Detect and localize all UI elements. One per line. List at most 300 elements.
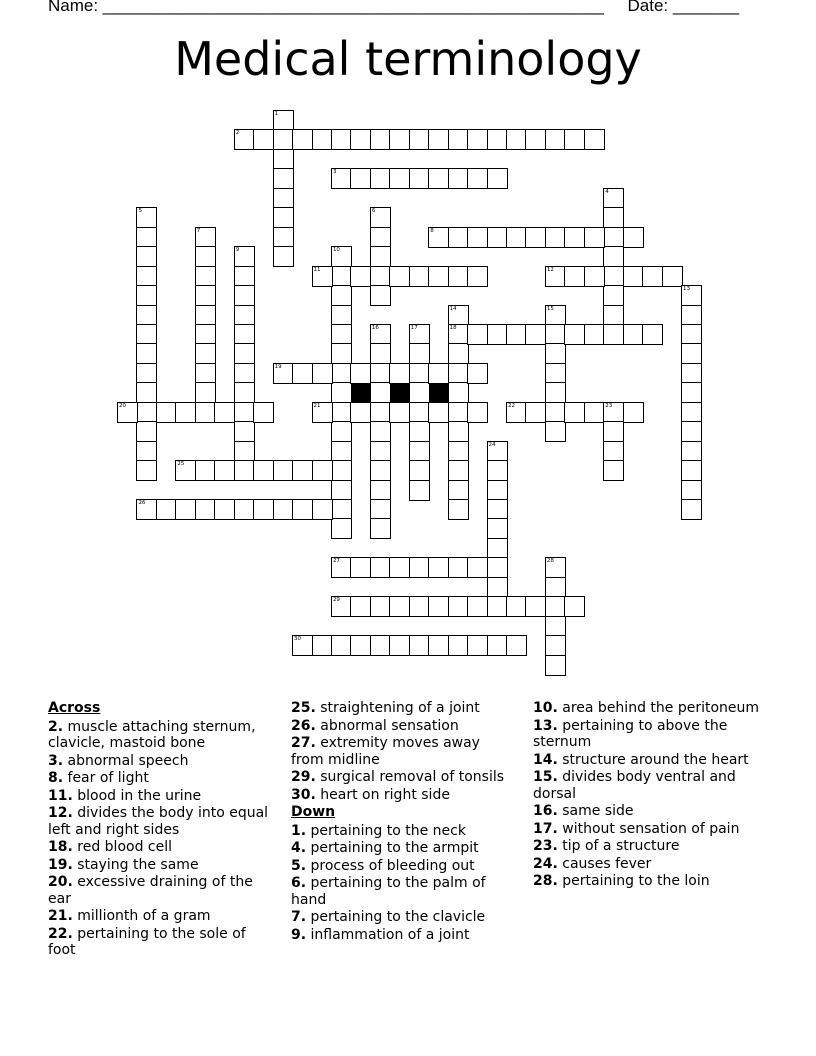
grid-cell[interactable] — [331, 402, 352, 423]
grid-cell[interactable] — [487, 538, 508, 559]
grid-cell[interactable] — [292, 363, 313, 384]
grid-cell[interactable] — [331, 343, 352, 364]
grid-cell[interactable] — [448, 460, 469, 481]
clue-number: 23 — [605, 402, 613, 409]
grid-cell[interactable] — [409, 635, 430, 656]
grid-cell[interactable] — [234, 246, 255, 267]
grid-cell[interactable] — [389, 635, 410, 656]
grid-cell[interactable] — [487, 441, 508, 462]
grid-cell[interactable] — [467, 324, 488, 345]
grid-cell[interactable] — [506, 324, 527, 345]
grid-cell[interactable] — [331, 266, 352, 287]
grid-cell[interactable] — [136, 460, 157, 481]
grid-cell[interactable] — [681, 305, 702, 326]
grid-cell[interactable] — [370, 518, 391, 539]
grid-cell[interactable] — [214, 460, 235, 481]
grid-cell[interactable] — [487, 557, 508, 578]
grid-cell[interactable] — [409, 266, 430, 287]
grid-cell[interactable] — [409, 343, 430, 364]
grid-cell[interactable] — [545, 616, 566, 637]
grid-cell[interactable] — [448, 402, 469, 423]
grid-cell[interactable] — [234, 421, 255, 442]
grid-cell[interactable] — [253, 499, 274, 520]
grid-cell[interactable] — [370, 441, 391, 462]
grid-cell[interactable] — [603, 246, 624, 267]
grid-cell[interactable] — [175, 499, 196, 520]
grid-cell[interactable] — [545, 324, 566, 345]
grid-cell[interactable] — [409, 460, 430, 481]
grid-cell[interactable] — [370, 246, 391, 267]
grid-cell[interactable] — [487, 227, 508, 248]
grid-cell[interactable] — [136, 324, 157, 345]
grid-cell[interactable] — [312, 266, 333, 287]
grid-cell[interactable] — [428, 266, 449, 287]
grid-cell[interactable] — [448, 324, 469, 345]
clue-text: process of bleeding out — [306, 857, 475, 874]
grid-cell[interactable] — [564, 129, 585, 150]
grid-cell[interactable] — [448, 382, 469, 403]
grid-cell[interactable] — [273, 149, 294, 170]
grid-cell[interactable] — [331, 421, 352, 442]
clue-number: 17. — [533, 820, 558, 837]
black-square — [351, 383, 371, 403]
grid-cell[interactable] — [253, 129, 274, 150]
clue-number: 2 — [235, 130, 240, 137]
grid-cell[interactable] — [525, 402, 546, 423]
grid-cell[interactable] — [331, 635, 352, 656]
grid-cell[interactable] — [370, 324, 391, 345]
grid-cell[interactable] — [136, 421, 157, 442]
grid-cell[interactable] — [545, 266, 566, 287]
grid-cell[interactable] — [428, 557, 449, 578]
grid-cell[interactable] — [370, 285, 391, 306]
grid-cell[interactable] — [136, 246, 157, 267]
grid-cell[interactable] — [331, 460, 352, 481]
grid-cell[interactable] — [350, 129, 371, 150]
clue-number: 21 — [313, 402, 321, 409]
clue-text: tip of a structure — [557, 838, 680, 854]
grid-cell[interactable] — [448, 227, 469, 248]
grid-cell[interactable] — [428, 363, 449, 384]
grid-cell[interactable] — [603, 460, 624, 481]
grid-cell[interactable] — [331, 305, 352, 326]
grid-cell[interactable] — [409, 129, 430, 150]
grid-cell[interactable] — [448, 266, 469, 287]
grid-cell[interactable] — [428, 227, 449, 248]
grid-cell[interactable] — [681, 343, 702, 364]
grid-cell[interactable] — [136, 285, 157, 306]
grid-cell[interactable] — [370, 635, 391, 656]
grid-cell[interactable] — [681, 421, 702, 442]
grid-cell[interactable] — [545, 402, 566, 423]
grid-cell[interactable] — [273, 246, 294, 267]
grid-cell[interactable] — [564, 227, 585, 248]
grid-cell[interactable] — [136, 305, 157, 326]
grid-cell[interactable] — [136, 363, 157, 384]
grid-cell[interactable] — [487, 635, 508, 656]
grid-cell[interactable] — [292, 460, 313, 481]
grid-cell[interactable] — [681, 382, 702, 403]
grid-cell[interactable] — [136, 266, 157, 287]
grid-cell[interactable] — [273, 460, 294, 481]
grid-cell[interactable] — [545, 557, 566, 578]
grid-cell[interactable] — [370, 129, 391, 150]
grid-cell[interactable] — [331, 382, 352, 403]
grid-cell[interactable] — [681, 402, 702, 423]
grid-cell[interactable] — [234, 382, 255, 403]
grid-cell[interactable] — [448, 343, 469, 364]
grid-cell[interactable] — [545, 227, 566, 248]
grid-cell[interactable] — [506, 402, 527, 423]
grid-cell[interactable] — [623, 227, 644, 248]
grid-cell[interactable] — [253, 402, 274, 423]
grid-cell[interactable] — [234, 324, 255, 345]
grid-cell[interactable] — [312, 129, 333, 150]
grid-cell[interactable] — [389, 557, 410, 578]
grid-cell[interactable] — [603, 402, 624, 423]
grid-cell[interactable] — [545, 363, 566, 384]
grid-cell[interactable] — [195, 402, 216, 423]
clue-number: 12. — [48, 805, 73, 821]
grid-cell[interactable] — [370, 557, 391, 578]
grid-cell[interactable] — [389, 402, 410, 423]
grid-cell[interactable] — [195, 324, 216, 345]
clue-item — [48, 770, 273, 787]
grid-cell[interactable] — [312, 402, 333, 423]
grid-cell[interactable] — [136, 343, 157, 364]
grid-cell[interactable] — [642, 324, 663, 345]
grid-cell[interactable] — [603, 266, 624, 287]
grid-cell[interactable] — [234, 499, 255, 520]
grid-cell[interactable] — [234, 285, 255, 306]
grid-cell[interactable] — [564, 266, 585, 287]
grid-cell[interactable] — [409, 557, 430, 578]
grid-cell[interactable] — [467, 168, 488, 189]
grid-cell[interactable] — [584, 129, 605, 150]
clue-number: 6. — [291, 875, 307, 891]
grid-cell[interactable] — [545, 577, 566, 598]
grid-cell[interactable] — [409, 441, 430, 462]
grid-cell[interactable] — [448, 305, 469, 326]
grid-cell[interactable] — [487, 596, 508, 617]
grid-cell[interactable] — [273, 188, 294, 209]
grid-cell[interactable] — [603, 441, 624, 462]
grid-cell[interactable] — [545, 382, 566, 403]
grid-cell[interactable] — [467, 635, 488, 656]
grid-cell[interactable] — [428, 168, 449, 189]
grid-cell[interactable] — [564, 596, 585, 617]
grid-cell[interactable] — [389, 168, 410, 189]
grid-cell[interactable] — [234, 343, 255, 364]
grid-cell[interactable] — [136, 499, 157, 520]
grid-cell[interactable] — [136, 402, 157, 423]
grid-cell[interactable] — [273, 363, 294, 384]
grid-cell[interactable] — [273, 168, 294, 189]
black-square — [390, 383, 410, 403]
grid-cell[interactable] — [292, 129, 313, 150]
grid-cell[interactable] — [409, 402, 430, 423]
grid-cell[interactable] — [525, 596, 546, 617]
clue-number: 13 — [683, 286, 691, 293]
grid-cell[interactable] — [331, 596, 352, 617]
grid-cell[interactable] — [525, 324, 546, 345]
grid-cell[interactable] — [312, 363, 333, 384]
grid-cell[interactable] — [545, 655, 566, 676]
grid-cell[interactable] — [448, 441, 469, 462]
grid-cell[interactable] — [234, 402, 255, 423]
grid-cell[interactable] — [370, 227, 391, 248]
grid-cell[interactable] — [273, 499, 294, 520]
grid-cell[interactable] — [292, 499, 313, 520]
grid-cell[interactable] — [487, 577, 508, 598]
clue-text: pertaining to the armpit — [306, 840, 479, 856]
grid-cell[interactable] — [681, 285, 702, 306]
grid-cell[interactable] — [195, 285, 216, 306]
grid-cell[interactable] — [370, 402, 391, 423]
grid-cell[interactable] — [273, 207, 294, 228]
grid-cell[interactable] — [389, 363, 410, 384]
grid-cell[interactable] — [448, 480, 469, 501]
grid-cell[interactable] — [409, 382, 430, 403]
grid-cell[interactable] — [545, 635, 566, 656]
clue-number: 8 — [430, 227, 434, 234]
grid-cell[interactable] — [448, 168, 469, 189]
grid-cell[interactable] — [156, 499, 177, 520]
grid-cell[interactable] — [584, 324, 605, 345]
grid-cell[interactable] — [448, 499, 469, 520]
grid-cell[interactable] — [156, 402, 177, 423]
grid-cell[interactable] — [195, 266, 216, 287]
clue-number: 12 — [546, 266, 554, 273]
grid-cell[interactable] — [681, 363, 702, 384]
grid-cell[interactable] — [467, 227, 488, 248]
grid-cell[interactable] — [428, 635, 449, 656]
grid-cell[interactable] — [331, 441, 352, 462]
clue-item — [291, 909, 516, 926]
grid-cell[interactable] — [273, 110, 294, 131]
clue-number: 19. — [48, 856, 73, 873]
grid-cell[interactable] — [545, 305, 566, 326]
grid-cell[interactable] — [467, 363, 488, 384]
grid-cell[interactable] — [350, 363, 371, 384]
grid-cell[interactable] — [292, 635, 313, 656]
grid-cell[interactable] — [350, 557, 371, 578]
grid-cell[interactable] — [331, 363, 352, 384]
grid-cell[interactable] — [584, 227, 605, 248]
grid-cell[interactable] — [506, 129, 527, 150]
clue-text: structure around the heart — [557, 751, 749, 768]
clue-number: 28. — [533, 873, 558, 889]
grid-cell[interactable] — [487, 480, 508, 501]
grid-cell[interactable] — [448, 363, 469, 384]
clue-number: 28 — [546, 558, 554, 565]
grid-cell[interactable] — [467, 596, 488, 617]
grid-cell[interactable] — [195, 499, 216, 520]
clues-column-3 — [533, 700, 768, 891]
clue-text: divides the body into equal left and right sides — [48, 805, 269, 838]
grid-cell[interactable] — [545, 596, 566, 617]
grid-cell[interactable] — [525, 227, 546, 248]
grid-cell[interactable] — [370, 382, 391, 403]
grid-cell[interactable] — [175, 460, 196, 481]
grid-cell[interactable] — [370, 363, 391, 384]
grid-cell[interactable] — [350, 266, 371, 287]
grid-cell[interactable] — [370, 207, 391, 228]
grid-cell[interactable] — [603, 188, 624, 209]
grid-cell[interactable] — [195, 343, 216, 364]
clue-number: 25. — [291, 700, 316, 716]
grid-cell[interactable] — [487, 499, 508, 520]
grid-cell[interactable] — [409, 363, 430, 384]
grid-cell[interactable] — [506, 635, 527, 656]
grid-cell[interactable] — [234, 363, 255, 384]
clue-item — [291, 927, 516, 944]
grid-cell[interactable] — [195, 227, 216, 248]
grid-cell[interactable] — [681, 499, 702, 520]
grid-cell[interactable] — [370, 421, 391, 442]
grid-cell[interactable] — [409, 480, 430, 501]
grid-cell[interactable] — [370, 343, 391, 364]
grid-cell[interactable] — [195, 305, 216, 326]
grid-cell[interactable] — [448, 557, 469, 578]
grid-cell[interactable] — [623, 324, 644, 345]
grid-cell[interactable] — [175, 402, 196, 423]
grid-cell[interactable] — [448, 635, 469, 656]
grid-cell[interactable] — [603, 285, 624, 306]
clue-item — [533, 769, 768, 802]
grid-cell[interactable] — [312, 635, 333, 656]
grid-cell[interactable] — [273, 227, 294, 248]
grid-cell[interactable] — [370, 480, 391, 501]
grid-cell[interactable] — [136, 441, 157, 462]
grid-cell[interactable] — [136, 227, 157, 248]
grid-cell[interactable] — [642, 266, 663, 287]
grid-cell[interactable] — [273, 129, 294, 150]
grid-cell[interactable] — [603, 305, 624, 326]
clue-item — [48, 788, 273, 805]
grid-cell[interactable] — [428, 402, 449, 423]
grid-cell[interactable] — [234, 460, 255, 481]
grid-cell[interactable] — [312, 460, 333, 481]
grid-cell[interactable] — [312, 499, 333, 520]
grid-cell[interactable] — [331, 285, 352, 306]
grid-cell[interactable] — [584, 402, 605, 423]
grid-cell[interactable] — [545, 421, 566, 442]
grid-cell[interactable] — [506, 596, 527, 617]
grid-cell[interactable] — [350, 168, 371, 189]
grid-cell[interactable] — [681, 460, 702, 481]
clue-text: pertaining to above the sternum — [533, 717, 728, 750]
grid-cell[interactable] — [253, 460, 274, 481]
grid-cell[interactable] — [136, 382, 157, 403]
grid-cell[interactable] — [195, 246, 216, 267]
grid-cell[interactable] — [662, 266, 683, 287]
grid-cell[interactable] — [506, 227, 527, 248]
grid-cell[interactable] — [428, 129, 449, 150]
grid-cell[interactable] — [370, 266, 391, 287]
grid-cell[interactable] — [117, 402, 138, 423]
grid-cell[interactable] — [681, 480, 702, 501]
grid-cell[interactable] — [564, 324, 585, 345]
grid-cell[interactable] — [370, 168, 391, 189]
grid-cell[interactable] — [487, 324, 508, 345]
grid-cell[interactable] — [487, 168, 508, 189]
grid-cell[interactable] — [370, 596, 391, 617]
grid-cell[interactable] — [331, 480, 352, 501]
grid-cell[interactable] — [428, 596, 449, 617]
grid-cell[interactable] — [195, 460, 216, 481]
grid-cell[interactable] — [448, 421, 469, 442]
grid-cell[interactable] — [448, 596, 469, 617]
grid-cell[interactable] — [409, 596, 430, 617]
grid-cell[interactable] — [603, 227, 624, 248]
grid-cell[interactable] — [409, 324, 430, 345]
grid-cell[interactable] — [331, 324, 352, 345]
grid-cell[interactable] — [350, 596, 371, 617]
grid-cell[interactable] — [623, 266, 644, 287]
grid-cell[interactable] — [234, 129, 255, 150]
grid-cell[interactable] — [234, 305, 255, 326]
grid-cell[interactable] — [195, 382, 216, 403]
grid-cell[interactable] — [623, 402, 644, 423]
grid-cell[interactable] — [603, 421, 624, 442]
clue-item — [533, 700, 768, 717]
grid-cell[interactable] — [409, 421, 430, 442]
grid-cell[interactable] — [214, 499, 235, 520]
grid-cell[interactable] — [331, 168, 352, 189]
grid-cell[interactable] — [389, 129, 410, 150]
grid-cell[interactable] — [584, 266, 605, 287]
grid-cell[interactable] — [409, 168, 430, 189]
grid-cell[interactable] — [448, 129, 469, 150]
grid-cell[interactable] — [331, 246, 352, 267]
grid-cell[interactable] — [214, 402, 235, 423]
grid-cell[interactable] — [467, 557, 488, 578]
grid-cell[interactable] — [136, 207, 157, 228]
grid-cell[interactable] — [331, 129, 352, 150]
grid-cell[interactable] — [195, 363, 216, 384]
puzzle-title: Medical terminology — [174, 32, 642, 86]
grid-cell[interactable] — [234, 266, 255, 287]
grid-cell[interactable] — [487, 129, 508, 150]
grid-cell[interactable] — [467, 266, 488, 287]
grid-cell[interactable] — [487, 518, 508, 539]
clue-number: 29 — [332, 597, 340, 604]
grid-cell[interactable] — [350, 402, 371, 423]
grid-cell[interactable] — [545, 129, 566, 150]
grid-cell[interactable] — [467, 402, 488, 423]
grid-cell[interactable] — [389, 266, 410, 287]
grid-cell[interactable] — [331, 557, 352, 578]
grid-cell[interactable] — [603, 207, 624, 228]
grid-cell[interactable] — [370, 460, 391, 481]
grid-cell[interactable] — [331, 518, 352, 539]
grid-cell[interactable] — [525, 129, 546, 150]
grid-cell[interactable] — [234, 441, 255, 462]
grid-cell[interactable] — [350, 635, 371, 656]
grid-cell[interactable] — [564, 402, 585, 423]
grid-cell[interactable] — [545, 343, 566, 364]
grid-cell[interactable] — [370, 499, 391, 520]
grid-cell[interactable] — [603, 324, 624, 345]
grid-cell[interactable] — [681, 441, 702, 462]
grid-cell[interactable] — [487, 460, 508, 481]
grid-cell[interactable] — [467, 129, 488, 150]
grid-cell[interactable] — [681, 324, 702, 345]
grid-cell[interactable] — [389, 596, 410, 617]
clue-number: 3 — [332, 169, 337, 176]
grid-cell[interactable] — [331, 499, 352, 520]
